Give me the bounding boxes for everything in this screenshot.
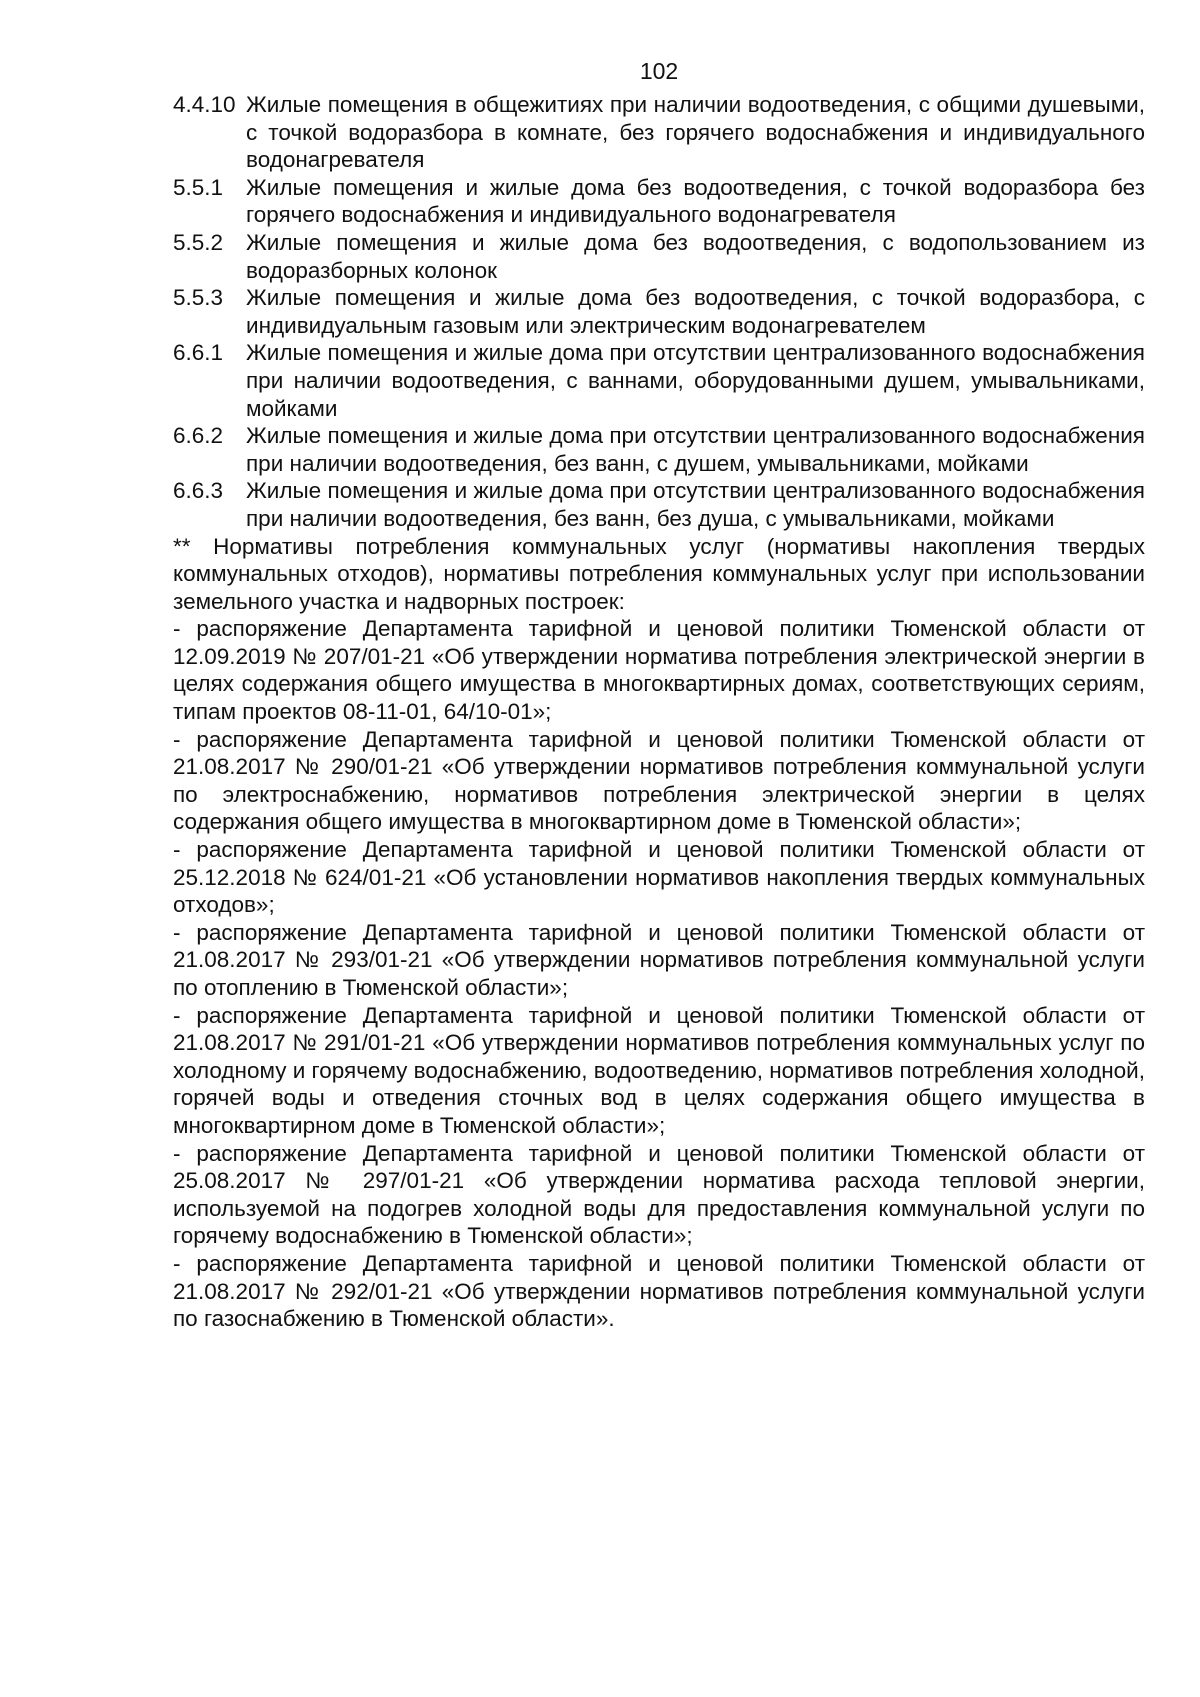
- norm-item: [173, 477, 1145, 532]
- norm-code: 6.6.2: [173, 423, 224, 449]
- order-paragraph: - распоряжение Департамента тарифной и ценовой политики Тюменской области от 25.08.2017 № 297/01-21 «Об утверждении норматива расхода тепловой энергии, используемой на подогрев холодной воды для предоставления коммунальной услуги по горячему водоснабжению в Тюменской области»;: [173, 1140, 1145, 1249]
- order-paragraph: - распоряжение Департамента тарифной и ценовой политики Тюменской области от 25.12.2018 № 624/01-21 «Об установлении нормативов накопления твердых коммунальных отходов»;: [173, 837, 1145, 918]
- footnote: ** Нормативы потребления коммунальных услуг (нормативы накопления твердых коммунальных отходов), нормативы потребления коммунальных услуг при использовании земельного участка и надворных построек:: [173, 533, 1145, 614]
- norm-text: Жилые помещения и жилые дома при отсутствии централизованного водоснабжения при наличии водоотведения, без ванн, без душа, с умывальниками, мойками: [246, 478, 1145, 531]
- norm-item: [173, 339, 1145, 422]
- norm-item: [173, 284, 1145, 339]
- norm-text: Жилые помещения и жилые дома при отсутствии централизованного водоснабжения при наличии водоотведения, с ваннами, оборудованными душем, умывальниками, мойками: [246, 340, 1145, 421]
- norms-list: [173, 91, 1145, 533]
- norm-code: 6.6.3: [173, 478, 224, 504]
- norm-code: 5.5.2: [173, 229, 224, 255]
- norm-item: [173, 422, 1145, 477]
- norm-item: [173, 174, 1145, 229]
- order-paragraph: - распоряжение Департамента тарифной и ценовой политики Тюменской области от 21.08.2017 № 290/01-21 «Об утверждении нормативов потребления коммунальной услуги по электроснабжению, нормативов потребления электрической энергии в целях содержания общего имущества в многоквартирном доме в Тюменской области»;: [173, 726, 1145, 835]
- document-page: [173, 56, 1145, 1333]
- order-paragraph: - распоряжение Департамента тарифной и ценовой политики Тюменской области от 21.08.2017 № 293/01-21 «Об утверждении нормативов потребления коммунальной услуги по отоплению в Тюменской области»;: [173, 919, 1145, 1000]
- norm-code: 6.6.1: [173, 340, 224, 366]
- page-number: 102: [639, 58, 679, 84]
- order-paragraph: - распоряжение Департамента тарифной и ценовой политики Тюменской области от 12.09.2019 № 207/01-21 «Об утверждении норматива потребления электрической энергии в целях содержания общего имущества в многоквартирных домах, соответствующих сериям, типам проектов 08-11-01, 64/10-01»;: [173, 616, 1145, 725]
- norm-item: [173, 229, 1145, 284]
- norm-text: Жилые помещения и жилые дома без водоотведения, с водопользованием из водоразборных колонок: [246, 229, 1145, 283]
- norm-code: 4.4.10: [173, 92, 236, 117]
- orders-list: [173, 615, 1145, 1332]
- order-paragraph: - распоряжение Департамента тарифной и ценовой политики Тюменской области от 21.08.2017 № 292/01-21 «Об утверждении нормативов потребления коммунальной услуги по газоснабжению в Тюменской области».: [173, 1250, 1145, 1332]
- norm-text: Жилые помещения и жилые дома без водоотведения, с точкой водоразбора, с индивидуальным газовым или электрическим водонагревателем: [246, 285, 1145, 338]
- order-paragraph: - распоряжение Департамента тарифной и ценовой политики Тюменской области от 21.08.2017 № 291/01-21 «Об утверждении нормативов потребления коммунальных услуг по холодному и горячему водоснабжению, водоотведению, нормативов потребления холодной, горячей воды и отведения сточных вод в целях содержания общего имущества в многоквартирном доме в Тюменской области»;: [173, 1002, 1145, 1138]
- norm-text: Жилые помещения и жилые дома без водоотведения, с точкой водоразбора без горячего водоснабжения и индивидуального водонагревателя: [246, 174, 1145, 228]
- norm-item: [173, 91, 1145, 174]
- norm-text: Жилые помещения в общежитиях при наличии водоотведения, с общими душевыми, с точкой водоразбора в комнате, без горячего водоснабжения и индивидуального водонагревателя: [246, 92, 1145, 173]
- norm-code: 5.5.1: [173, 174, 224, 200]
- norm-code: 5.5.3: [173, 285, 224, 311]
- norm-text: Жилые помещения и жилые дома при отсутствии централизованного водоснабжения при наличии водоотведения, без ванн, с душем, умывальниками, мойками: [246, 423, 1145, 476]
